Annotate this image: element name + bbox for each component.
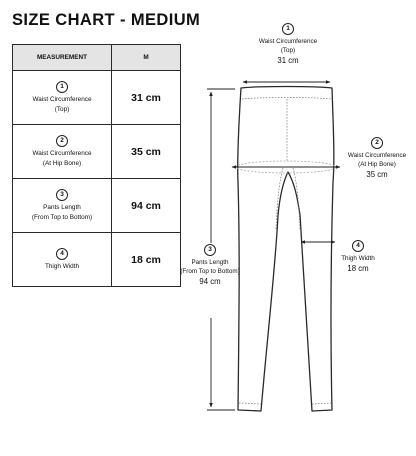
callout-waist-hip: [339, 137, 415, 181]
measurement-name: Waist Circumference: [32, 96, 92, 104]
value-cell: 18 cm: [112, 233, 181, 287]
callout-detail: (At Hip Bone): [358, 161, 396, 169]
value-cell: 31 cm: [112, 71, 181, 125]
measurement-name: Pants Length: [43, 204, 81, 212]
number-badge: 4: [56, 248, 68, 260]
number-badge: 1: [282, 23, 294, 35]
value-cell: 35 cm: [112, 125, 181, 179]
number-badge: 3: [56, 189, 68, 201]
callout-value: 94 cm: [199, 277, 221, 287]
page-title: SIZE CHART - MEDIUM: [12, 11, 201, 29]
leggings-outline: [238, 87, 334, 412]
callout-label: Thigh Width: [341, 255, 375, 262]
measurement-detail: (From Top to Bottom): [31, 213, 93, 221]
callout-value: 18 cm: [347, 264, 369, 274]
callout-value: 35 cm: [366, 170, 388, 180]
callout-value: 31 cm: [277, 56, 299, 66]
number-badge: 1: [56, 81, 68, 93]
measurement-name: Thigh Width: [44, 262, 80, 270]
header-size: M: [112, 45, 181, 71]
callout-thigh: [330, 240, 386, 274]
measurement-detail: (Top): [54, 105, 70, 113]
callout-label: Waist Circumference: [347, 152, 407, 159]
measurement-name: Waist Circumference: [32, 150, 92, 158]
callout-label: Waist Circumference: [258, 38, 318, 45]
measurement-detail: (At Hip Bone): [42, 159, 82, 167]
value-cell: 94 cm: [112, 179, 181, 233]
callout-detail: (From Top to Bottom): [180, 268, 240, 276]
number-badge: 4: [352, 240, 364, 252]
number-badge: 2: [56, 135, 68, 147]
callout-waist-top: [240, 23, 336, 67]
callout-label: Pants Length: [191, 259, 229, 266]
number-badge: 3: [204, 244, 216, 256]
callout-length: [172, 244, 248, 288]
number-badge: 2: [371, 137, 383, 149]
header-measurement: MEASUREMENT: [13, 45, 112, 71]
callout-detail: (Top): [280, 47, 296, 55]
